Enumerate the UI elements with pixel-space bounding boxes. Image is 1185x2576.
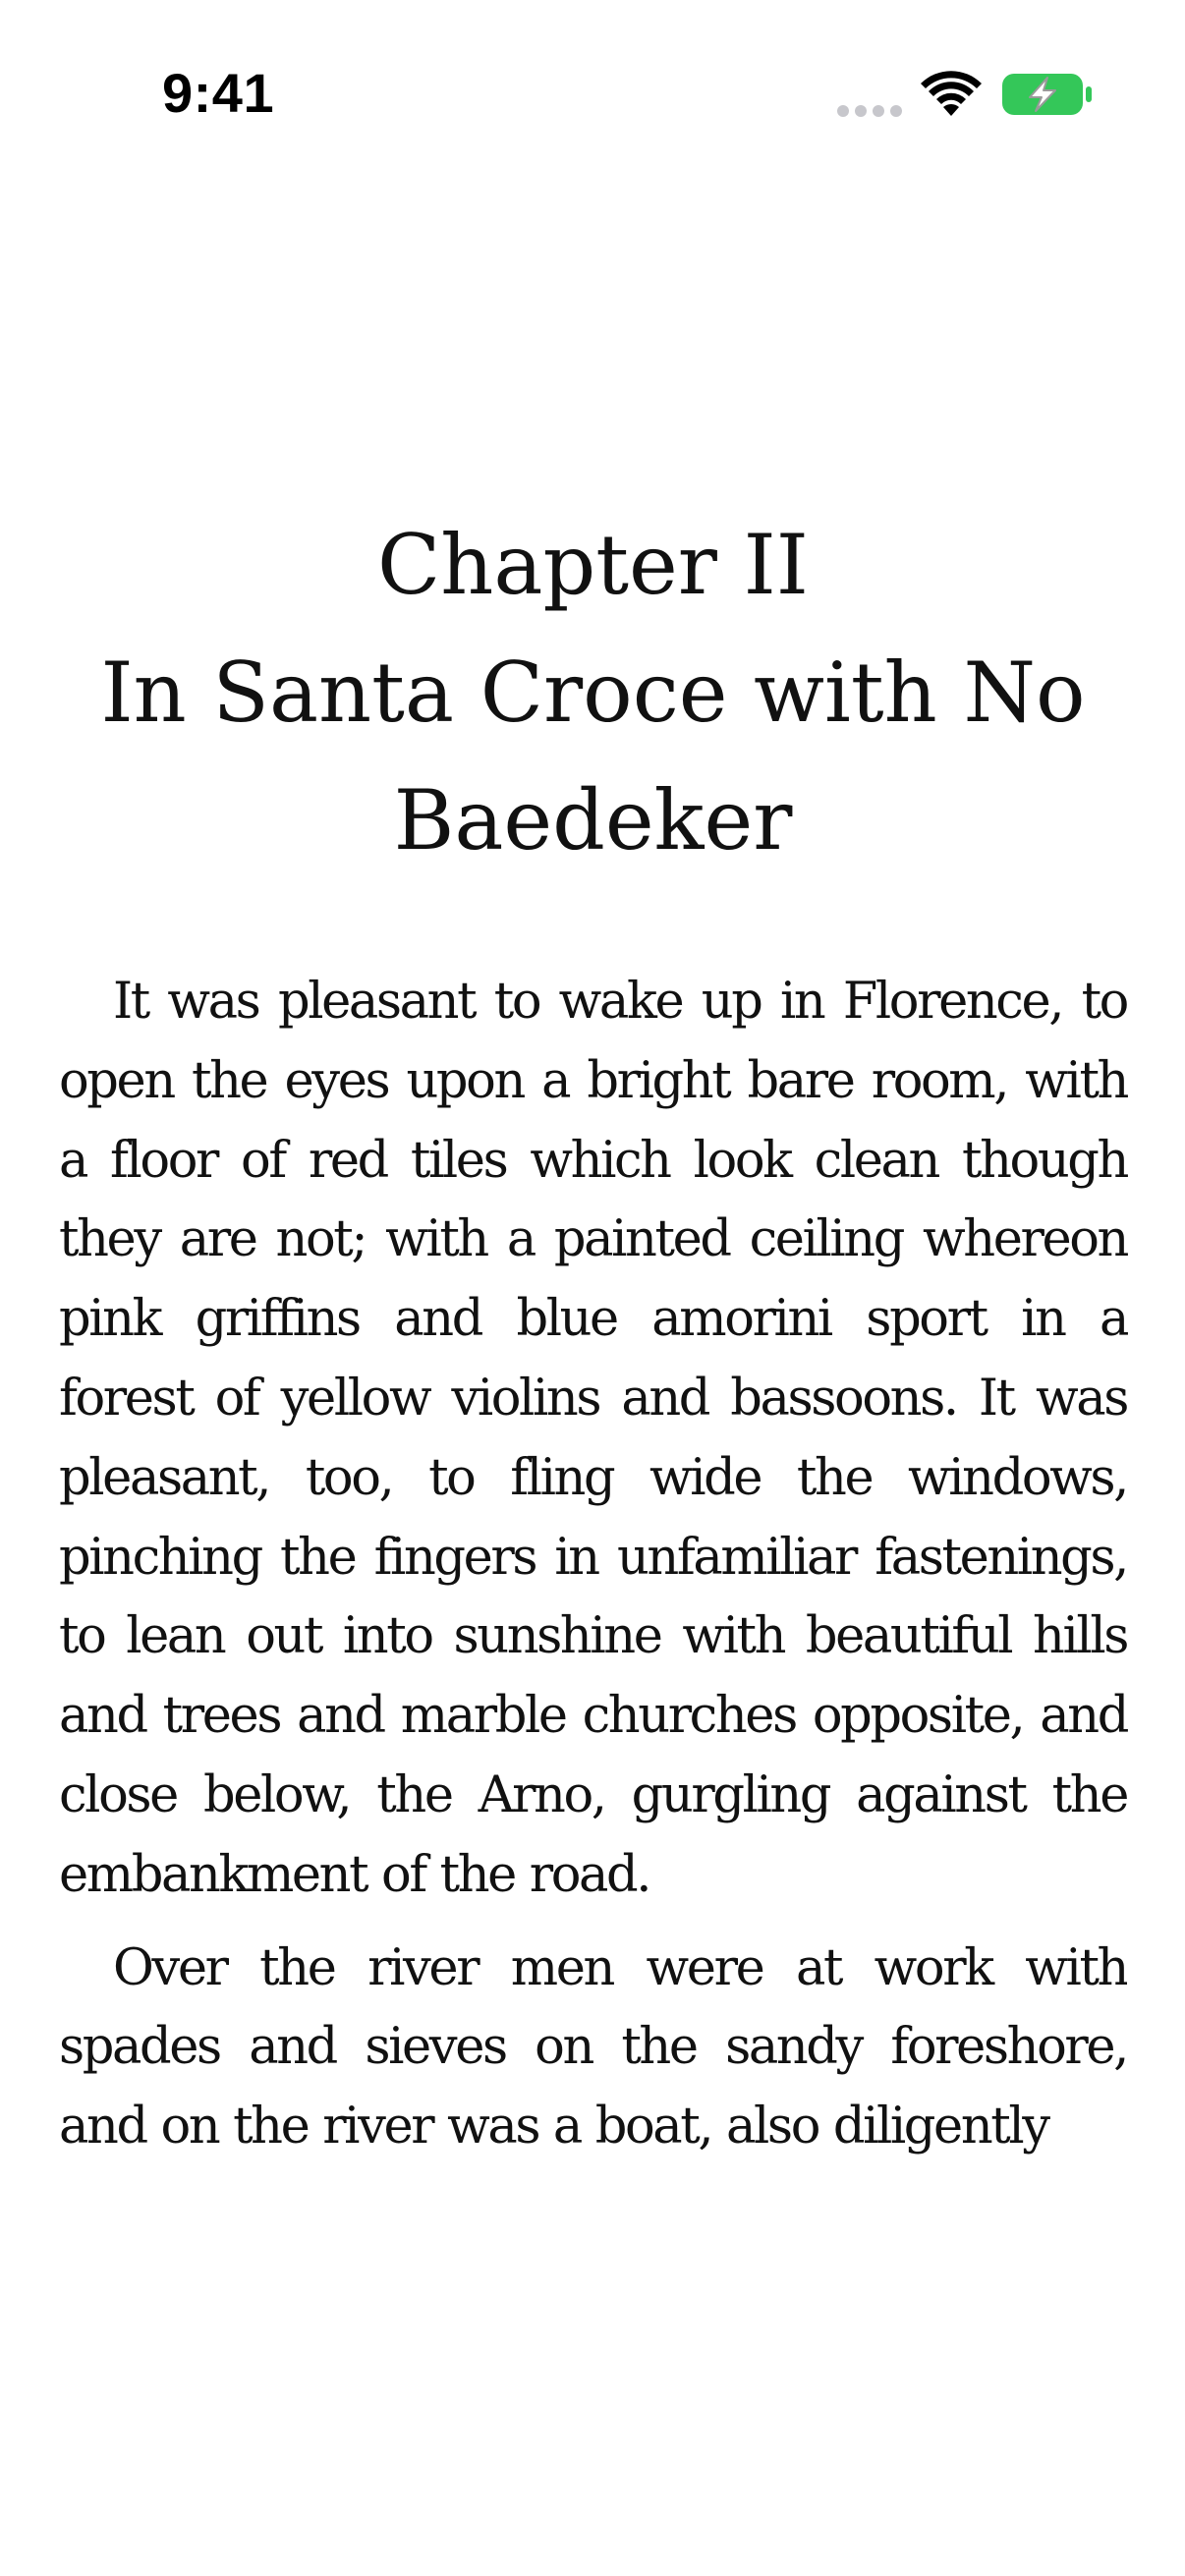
paragraph: Over the river men were at work with spades and sieves on the sandy foreshore, and on the river was a boat, also diligently <box>59 1938 1127 2156</box>
chapter-heading <box>59 501 1127 884</box>
battery-charging-icon <box>1002 72 1093 117</box>
chapter-body <box>59 963 1127 2181</box>
chapter-title-line-2: Baedeker <box>393 772 793 868</box>
signal-dots-icon <box>837 104 902 118</box>
wifi-icon <box>921 71 982 118</box>
chapter-title-line-1: In Santa Croce with No <box>100 644 1086 741</box>
status-bar <box>0 0 1185 196</box>
chapter-number: Chapter II <box>377 517 809 613</box>
status-time: 9:41 <box>162 62 275 124</box>
paragraph: It was pleasant to wake up in Florence, to open the eyes upon a bright bare room, with a floor of red tiles which look clean though they are not; with a painted ceiling whereon pink griffins and blue amorini sport in a forest of yellow violins and bassoons. It was pleasant, too, to fling wide the windows, pinching the fingers in unfamiliar fastenings, to lean out into sunshine with beautiful hills and trees and marble churches opposite, and close below, the Arno, gurgling against the embankment of the road. <box>59 973 1127 1904</box>
